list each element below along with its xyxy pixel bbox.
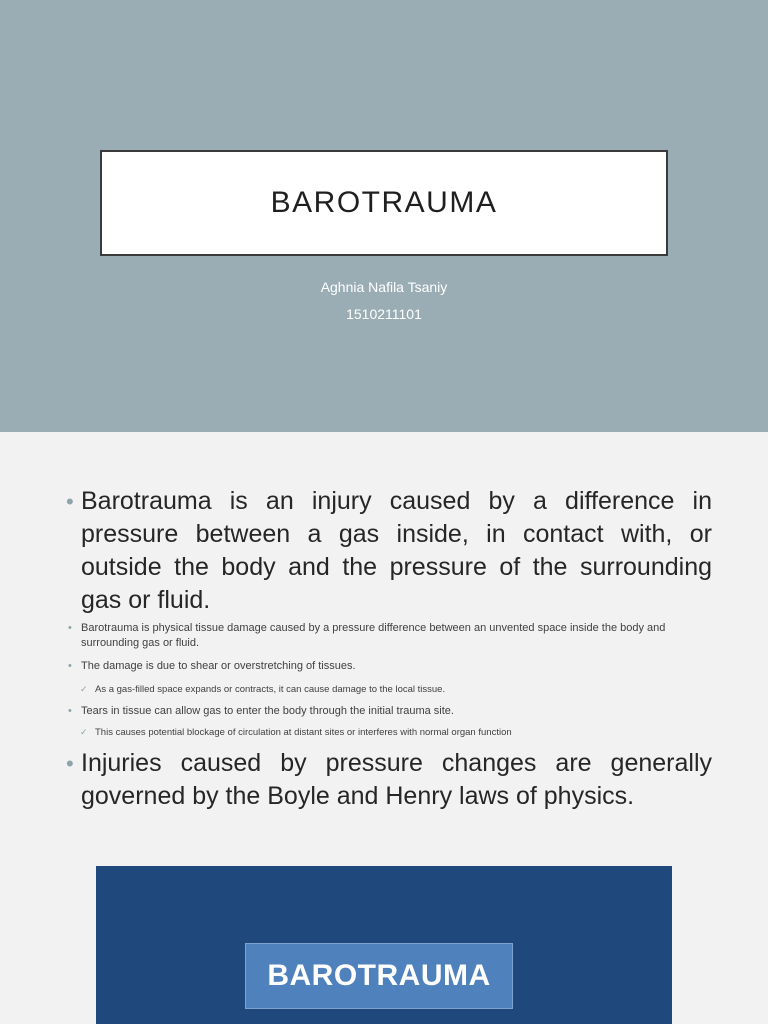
bullet-icon: • xyxy=(66,489,74,514)
bullet-icon: • xyxy=(66,751,74,776)
section-slide xyxy=(96,866,672,1024)
sub-bullet-gas-space xyxy=(80,683,710,696)
bullet-tissue-tears xyxy=(68,704,714,719)
bullet-barotrauma-definition xyxy=(66,485,712,617)
sub-bullet-text: This causes potential blockage of circulation at distant sites or interferes with normal organ function xyxy=(95,727,512,738)
title-box xyxy=(100,150,668,256)
bullet-boyle-henry xyxy=(66,747,712,813)
author-name: Aghnia Nafila Tsaniy xyxy=(320,279,448,295)
bullet-text: The damage is due to shear or overstretching of tissues. xyxy=(81,660,356,672)
sub-bullet-circulation xyxy=(80,726,710,739)
checkmark-icon: ✓ xyxy=(80,727,88,737)
sub-bullet-text: As a gas-filled space expands or contracts, it can cause damage to the local tissue. xyxy=(95,684,446,695)
bullet-text: Tears in tissue can allow gas to enter the body through the initial trauma site. xyxy=(81,705,454,717)
content-slide xyxy=(0,432,768,866)
bullet-icon: • xyxy=(68,660,72,672)
section-title-box xyxy=(245,943,513,1009)
bullet-tissue-damage xyxy=(68,621,714,651)
bullet-icon: • xyxy=(68,705,72,717)
bullet-text: Barotrauma is physical tissue damage caused by a pressure difference between an unvented space inside the body and surrounding gas or fluid. xyxy=(81,622,666,649)
section-title: BAROTRAUMA xyxy=(267,959,491,992)
student-id: 1510211101 xyxy=(346,306,422,322)
slide-title: BAROTRAUMA xyxy=(270,186,498,219)
title-slide xyxy=(0,0,768,432)
bullet-text: Barotrauma is an injury caused by a difference in pressure between a gas inside, in contact with, or outside the body and the pressure of the surrounding gas or fluid. xyxy=(81,487,712,614)
bullet-shear-damage xyxy=(68,659,714,674)
bullet-icon: • xyxy=(68,622,72,634)
checkmark-icon: ✓ xyxy=(80,684,88,694)
bullet-text: Injuries caused by pressure changes are generally governed by the Boyle and Henry laws of physics. xyxy=(81,749,712,810)
